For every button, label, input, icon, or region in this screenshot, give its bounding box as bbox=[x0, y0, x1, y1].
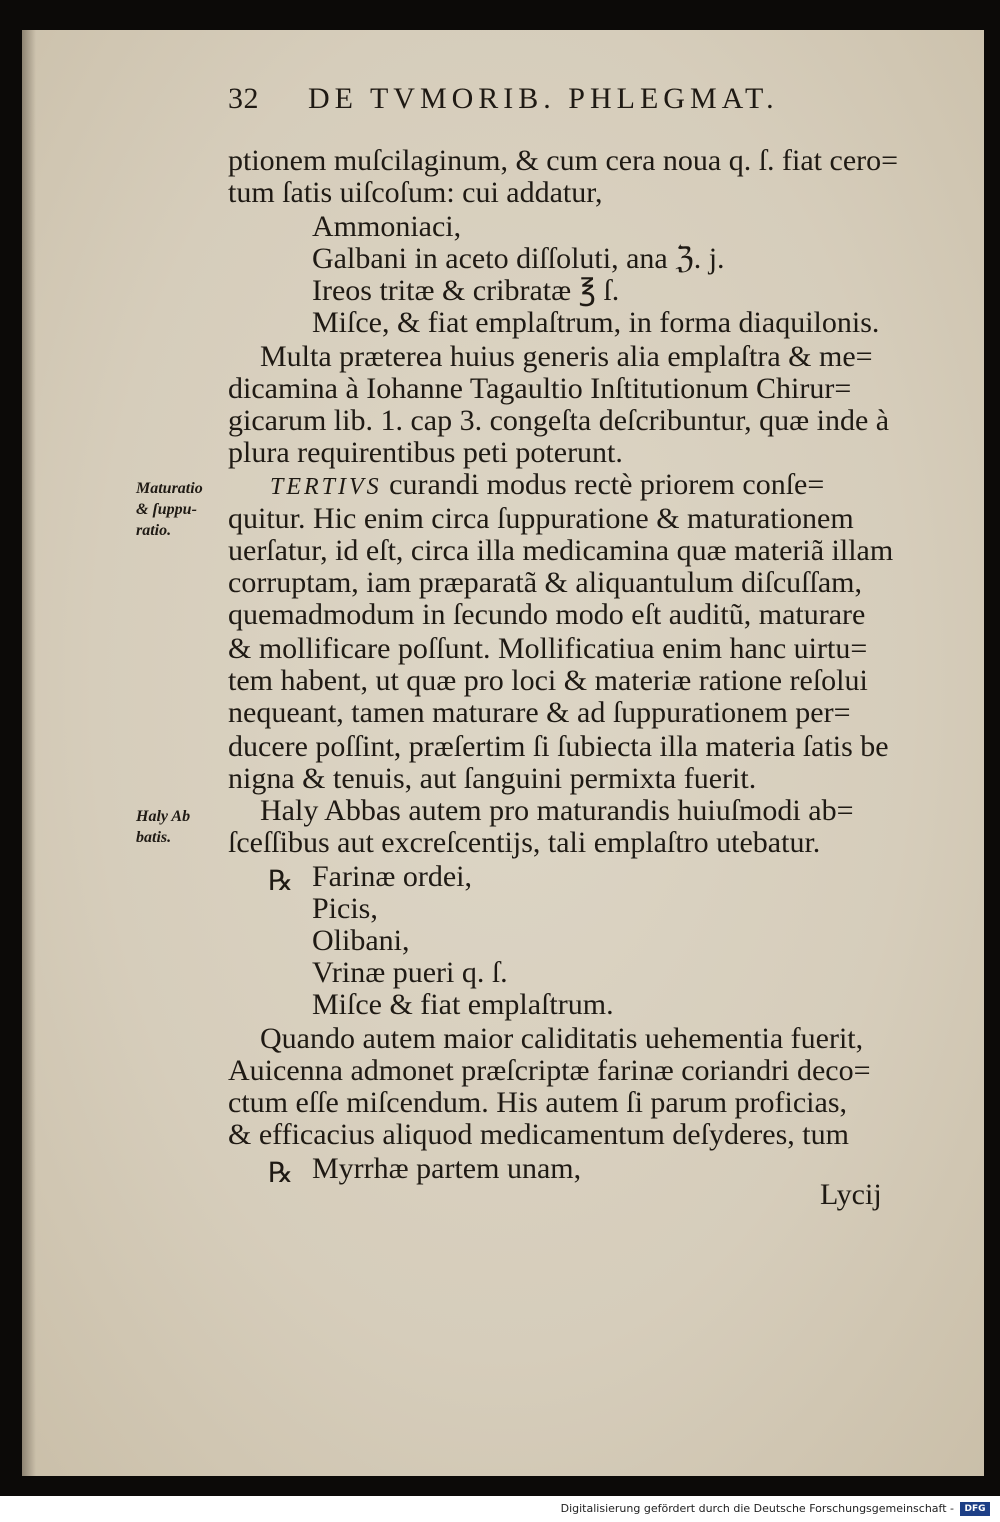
text-line: quemadmodum in ſecundo modo eſt auditũ, maturare bbox=[228, 598, 866, 631]
margin-note bbox=[136, 806, 190, 848]
text-line: uerſatur, id eſt, circa illa medicamina quæ materiã illam bbox=[228, 534, 894, 567]
margin-note-line: & ſuppu- bbox=[136, 501, 197, 518]
text-line: Picis, bbox=[312, 892, 378, 925]
text-line-rest: curandi modus rectè priorem conſe= bbox=[389, 468, 825, 501]
text-line: dicamina à Iohanne Tagaultio Inſtitutionum Chirur= bbox=[228, 372, 852, 405]
footer-credit: Digitalisierung gefördert durch die Deutsche Forschungsgemeinschaft - bbox=[560, 1502, 954, 1515]
text-line: Vrinæ pueri q. ſ. bbox=[312, 956, 508, 989]
text-line: Multa præterea huius generis alia emplaſtra & me= bbox=[260, 340, 873, 373]
text-line: Olibani, bbox=[312, 924, 410, 957]
recipe-symbol: ℞ bbox=[268, 1158, 294, 1189]
margin-note-line: Maturatio bbox=[136, 480, 203, 497]
margin-note-line: ratio. bbox=[136, 522, 172, 539]
margin-note-line: Haly Ab bbox=[136, 808, 191, 825]
margin-note-line: batis. bbox=[136, 829, 172, 846]
text-line: corruptam, iam præparatã & aliquantulum diſcuſſam, bbox=[228, 566, 862, 599]
text-line: Myrrhæ partem unam, bbox=[312, 1152, 582, 1185]
text-line: ſceſſibus aut excreſcentijs, tali emplaſtro utebatur. bbox=[228, 826, 821, 859]
running-head bbox=[228, 82, 779, 116]
text-line: gicarum lib. 1. cap 3. congeſta deſcribuntur, quæ inde à bbox=[228, 404, 890, 437]
text-line: & mollificare poſſunt. Mollificatiua enim hanc uirtu= bbox=[228, 632, 868, 665]
text-line: nequeant, tamen maturare & ad ſuppurationem per= bbox=[228, 696, 851, 729]
text-line: plura requirentibus peti poterunt. bbox=[228, 436, 623, 469]
footer-bar bbox=[0, 1496, 1000, 1522]
text-line: Miſce, & fiat emplaſtrum, in forma diaquilonis. bbox=[312, 306, 880, 339]
text-line: ducere poſſint, præſertim ſi ſubiecta illa materia ſatis be bbox=[228, 730, 889, 763]
text-line: tem habent, ut quæ pro loci & materiæ ratione reſolui bbox=[228, 664, 868, 697]
text-line bbox=[270, 470, 824, 500]
text-line: ctum eſſe miſcendum. His autem ſi parum proficias, bbox=[228, 1086, 847, 1119]
text-line: Haly Abbas autem pro maturandis huiuſmodi ab= bbox=[260, 794, 854, 827]
text-line: Ammoniaci, bbox=[312, 210, 462, 243]
text-line: Ireos tritæ & cribratæ ℥ ſ. bbox=[312, 274, 620, 307]
page-number: 32 bbox=[228, 82, 259, 115]
text-line: Miſce & fiat emplaſtrum. bbox=[312, 988, 614, 1021]
text-line: Quando autem maior caliditatis uehementia fuerit, bbox=[260, 1022, 864, 1055]
recipe-symbol: ℞ bbox=[268, 866, 294, 897]
text-line: ptionem muſcilaginum, & cum cera noua q. ſ. fiat cero= bbox=[228, 144, 899, 177]
text-line: tum ſatis uiſcoſum: cui addatur, bbox=[228, 176, 603, 209]
catchword: Lycij bbox=[820, 1178, 882, 1211]
lead-word: TERTIVS bbox=[270, 474, 382, 500]
running-title: DE TVMORIB. PHLEGMAT. bbox=[308, 82, 779, 115]
margin-note bbox=[136, 478, 203, 541]
text-line: Farinæ ordei, bbox=[312, 860, 472, 893]
text-line: Galbani in aceto diſſoluti, ana ℨ. j. bbox=[312, 242, 725, 275]
dfg-logo: DFG bbox=[960, 1502, 990, 1516]
text-line: & efficacius aliquod medicamentum deſyderes, tum bbox=[228, 1118, 849, 1151]
text-line: quitur. Hic enim circa ſuppuratione & maturationem bbox=[228, 502, 854, 535]
text-line: nigna & tenuis, aut ſanguini permixta fuerit. bbox=[228, 762, 757, 795]
text-line: Auicenna admonet præſcriptæ farinæ coriandri deco= bbox=[228, 1054, 871, 1087]
